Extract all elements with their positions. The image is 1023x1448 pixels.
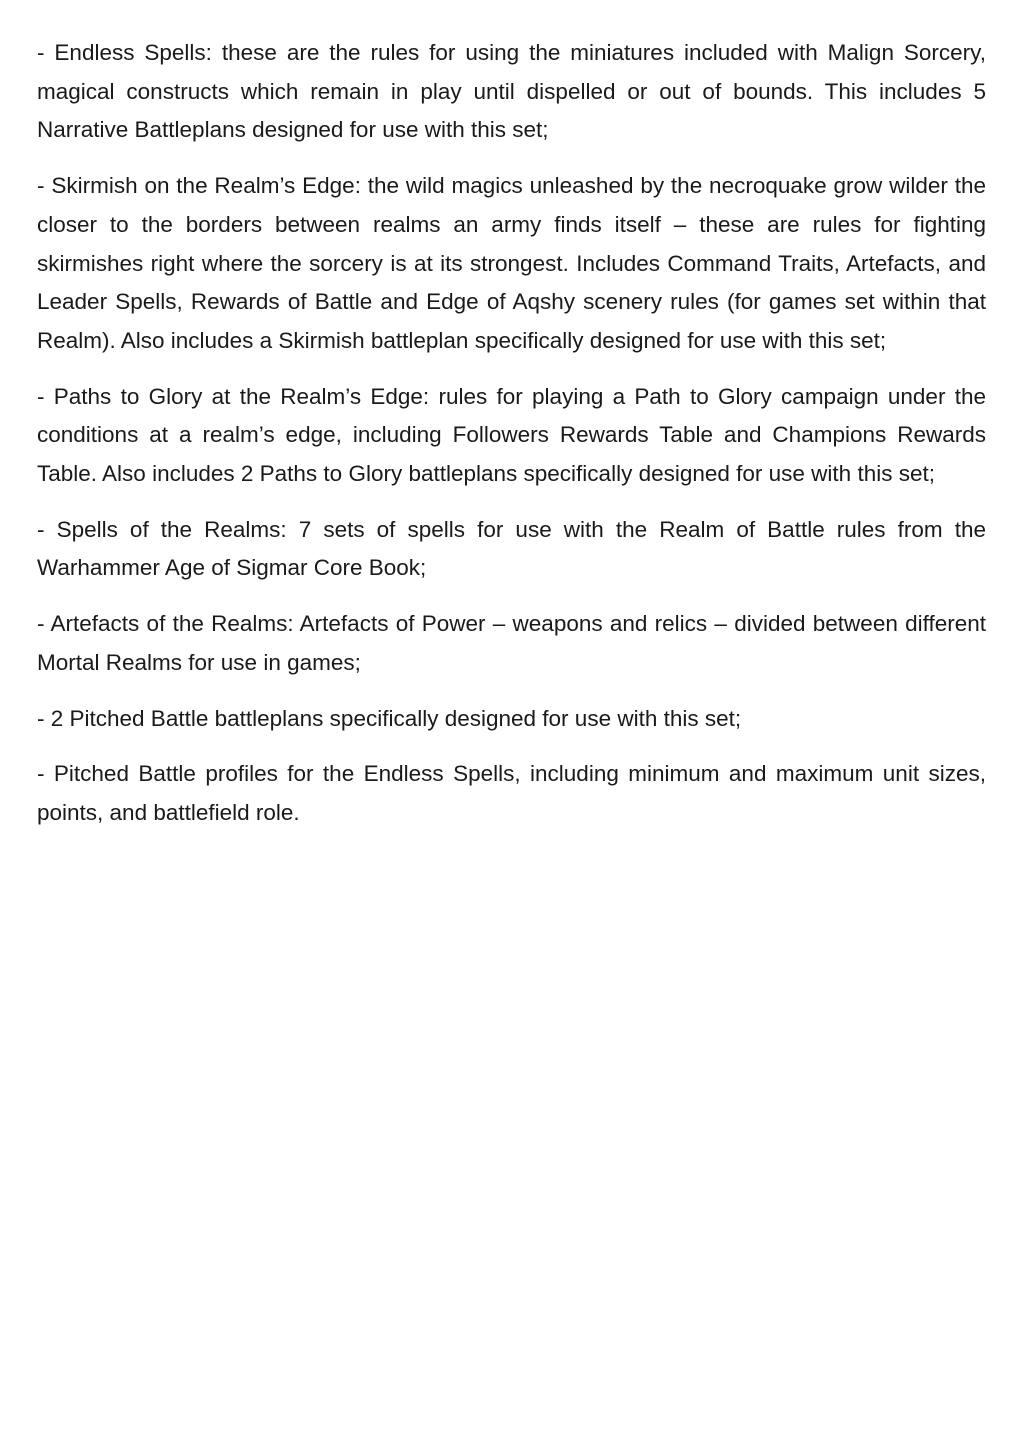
paragraph-spells-of-the-realms: - Spells of the Realms: 7 sets of spells for use with the Realm of Battle rules from the Warhammer Age of Sigmar Core Book;: [37, 516, 986, 581]
paragraph-pitched-battle-profiles: - Pitched Battle profiles for the Endless Spells, including minimum and maximum unit sizes, points, and battlefield role.: [37, 761, 986, 825]
document-page: [37, 34, 986, 850]
paragraph-endless-spells: - Endless Spells: these are the rules for using the miniatures included with Malign Sorcery, magical constructs which remain in play until dispelled or out of bounds. This includes 5 Narrative Battleplans designed for use with this set;: [37, 40, 986, 143]
paragraph-pitched-battle-battleplans: - 2 Pitched Battle battleplans specifically designed for use with this set;: [37, 705, 742, 731]
paragraph-artefacts-of-the-realms: - Artefacts of the Realms: Artefacts of Power – weapons and relics – divided between different Mortal Realms for use in games;: [37, 611, 986, 675]
paragraph-paths-to-glory: - Paths to Glory at the Realm’s Edge: rules for playing a Path to Glory campaign under the conditions at a realm’s edge, including Followers Rewards Table and Champions Rewards Table. Also includes 2 Paths to Glory battleplans specifically designed for use with this set;: [37, 383, 986, 487]
paragraph-skirmish-realms-edge: - Skirmish on the Realm’s Edge: the wild magics unleashed by the necroquake grow wilder the closer to the borders between realms an army finds itself – these are rules for fighting skirmishes right where the sorcery is at its strongest. Includes Command Traits, Artefacts, and Leader Spells, Rewards of Battle and Edge of Aqshy scenery rules (for games set within that Realm). Also includes a Skirmish battleplan specifically designed for use with this set;: [37, 173, 986, 353]
